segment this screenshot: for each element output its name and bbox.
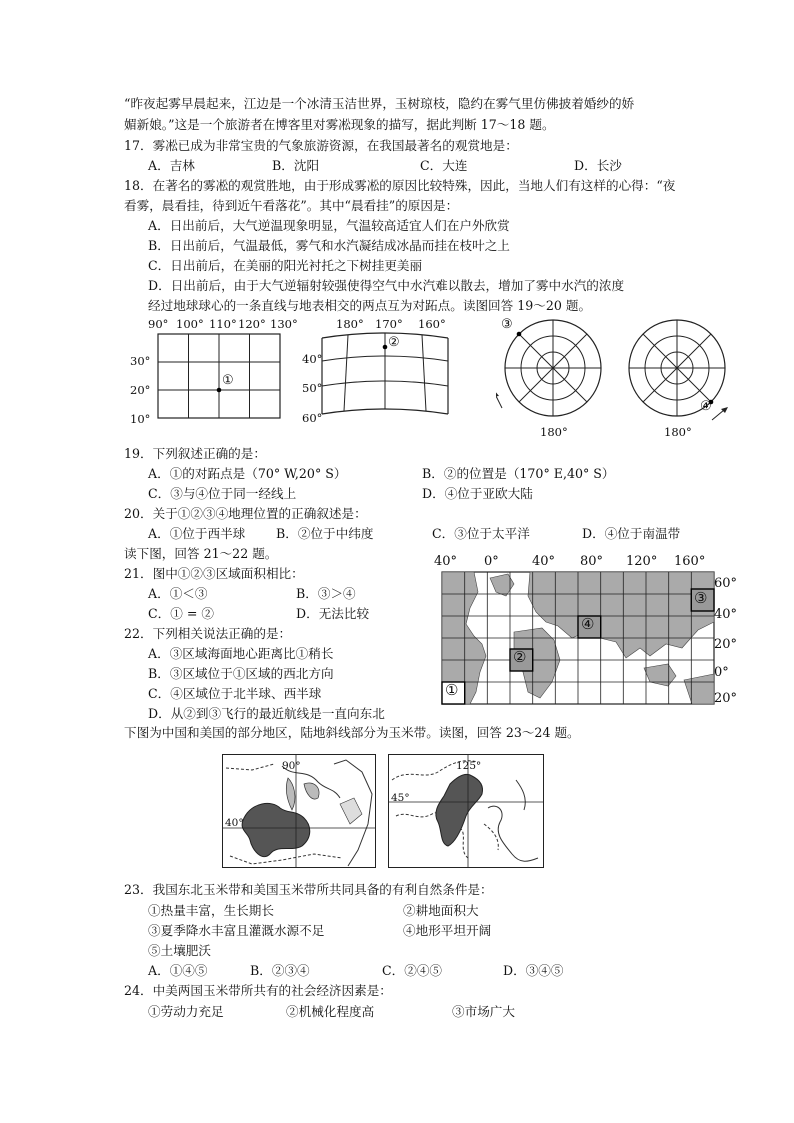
fig2-lat-50: 50° <box>302 381 323 395</box>
world-grid-map <box>430 552 750 708</box>
q24-item-3: ③市场广大 <box>452 1004 515 1019</box>
point-1-dot <box>217 388 222 393</box>
intro-23-24: 下图为中国和美国的部分地区，陆地斜线部分为玉米带。读图，回答 23～24 题。 <box>124 725 580 740</box>
fig3-polar-map <box>496 316 612 440</box>
fig2-lat-60: 60° <box>302 411 323 425</box>
q21-option-a[interactable]: A．①＜③ <box>148 586 208 601</box>
fig1-mark-1: ① <box>222 373 234 388</box>
q21-stem: 21．图中①②③区域面积相比： <box>124 566 304 581</box>
q23-item-3: ③夏季降水丰富且灌溉水源不足 <box>148 923 325 938</box>
q19-option-c[interactable]: C．③与④位于同一经线上 <box>148 486 297 501</box>
us-map-lat-40: 40° <box>225 817 244 829</box>
q23-option-a[interactable]: A．①④⑤ <box>148 963 208 978</box>
fig4-polar-map <box>620 316 736 440</box>
q24-item-1: ①劳动力充足 <box>148 1004 224 1019</box>
fig4-label-180: 180° <box>664 425 692 439</box>
fig1-lon-120: 120° <box>238 317 266 331</box>
q17-option-a[interactable]: A．吉林 <box>148 158 195 173</box>
q23-option-c[interactable]: C．②④⑤ <box>382 963 443 978</box>
china-corn-belt-map <box>388 754 544 868</box>
us-map-lon-90: 90° <box>282 760 301 772</box>
world-lon-40e: 40° <box>532 554 556 569</box>
q23-item-4: ④地形平坦开阔 <box>403 923 492 938</box>
q22-option-c[interactable]: C．④区域位于北半球、西半球 <box>148 686 322 701</box>
q20-stem: 20．关于①②③④地理位置的正确叙述是： <box>124 506 367 521</box>
q17-option-b[interactable]: B．沈阳 <box>272 158 320 173</box>
fig2-lat-40: 40° <box>302 352 323 366</box>
world-lon-40w: 40° <box>434 554 458 569</box>
fig1-lon-100: 100° <box>176 317 204 331</box>
world-lon-120e: 120° <box>626 554 658 569</box>
fig2-lon-170: 170° <box>375 317 403 331</box>
china-map-lon-125: 125° <box>456 760 482 772</box>
fig2-lon-160: 160° <box>418 317 446 331</box>
world-lon-80e: 80° <box>580 554 604 569</box>
fig1-lat-20: 20° <box>130 383 151 397</box>
world-mark-2: ② <box>513 648 527 666</box>
q22-option-a[interactable]: A．③区域海面地心距离比①稍长 <box>148 646 334 661</box>
china-map-lat-45: 45° <box>391 792 410 804</box>
fig2-mark-2: ② <box>388 335 400 350</box>
fig1-lon-130: 130° <box>270 317 298 331</box>
q21-option-b[interactable]: B．③＞④ <box>296 586 356 601</box>
q18-option-a[interactable]: A．日出前后，大气逆温现象明显，气温较高适宜人们在户外欣赏 <box>148 218 510 233</box>
q17-option-d[interactable]: D．长沙 <box>574 158 622 173</box>
q19-option-a[interactable]: A．①的对跖点是（70° W,20° S） <box>148 466 347 481</box>
fig3-label-180: 180° <box>540 425 568 439</box>
fig1-lat-10: 10° <box>130 412 151 426</box>
world-lat-40n: 40° <box>714 607 738 622</box>
q17-stem: 17．雾凇已成为非常宝贵的气象旅游资源，在我国最著名的观赏地是： <box>124 138 518 153</box>
world-lat-60n: 60° <box>714 576 738 591</box>
world-mark-1: ① <box>445 681 459 699</box>
q24-stem: 24．中美两国玉米带所共有的社会经济因素是： <box>124 983 392 998</box>
fig2-conic-map <box>300 316 460 434</box>
q23-option-d[interactable]: D．③④⑤ <box>503 963 564 978</box>
q19-stem: 19．下列叙述正确的是： <box>124 446 266 461</box>
world-mark-3: ③ <box>694 589 708 607</box>
q19-option-d[interactable]: D．④位于亚欧大陆 <box>422 486 533 501</box>
q20-option-d[interactable]: D．④位于南温带 <box>582 526 681 541</box>
q19-option-b[interactable]: B．②的位置是（170° E,40° S） <box>422 466 615 481</box>
intro-line-2: 媚新娘。”这是一个旅游者在博客里对雾凇现象的描写，据此判断 17～18 题。 <box>124 117 555 132</box>
q18-option-c[interactable]: C．日出前后，在美丽的阳光衬托之下树挂更美丽 <box>148 258 423 273</box>
q24-item-2: ②机械化程度高 <box>286 1004 375 1019</box>
q22-option-b[interactable]: B．③区域位于①区域的西北方向 <box>148 666 334 681</box>
point-2-dot <box>383 345 388 350</box>
world-lat-0: 0° <box>714 665 729 680</box>
q22-option-d[interactable]: D．从②到③飞行的最近航线是一直向东北 <box>148 706 385 721</box>
world-lon-160e: 160° <box>674 554 706 569</box>
point-3-dot <box>517 332 522 337</box>
q23-item-2: ②耕地面积大 <box>403 903 479 918</box>
us-corn-belt-map <box>222 754 376 868</box>
q23-item-1: ①热量丰富，生长期长 <box>148 903 274 918</box>
q23-option-b[interactable]: B．②③④ <box>250 963 310 978</box>
fig2-lon-180: 180° <box>336 317 364 331</box>
intro-line-1: “昨夜起雾早晨起来，江边是一个冰清玉洁世界，玉树琼枝，隐约在雾气里仿佛披着婚纱的娇 <box>124 96 635 111</box>
fig1-lon-90: 90° <box>148 317 169 331</box>
q23-stem: 23．我国东北玉米带和美国玉米带所共同具备的有利自然条件是： <box>124 882 493 897</box>
fig3-mark-3: ③ <box>501 317 513 332</box>
world-mark-4: ④ <box>581 615 595 633</box>
q18-option-d[interactable]: D．日出前后，由于大气逆辐射较强使得空气中水汽难以散去，增加了雾中水汽的浓度 <box>148 278 625 293</box>
q20-option-a[interactable]: A．①位于西半球 <box>148 526 246 541</box>
q21-option-d[interactable]: D．无法比较 <box>296 606 370 621</box>
q20-option-c[interactable]: C．③位于太平洋 <box>432 526 530 541</box>
fig4-mark-4: ④ <box>700 399 712 414</box>
fig1-lon-110: 110° <box>209 317 237 331</box>
world-lat-20s: 20° <box>714 691 738 706</box>
world-lat-20n: 20° <box>714 637 738 652</box>
q22-stem: 22．下列相关说法正确的是： <box>124 626 292 641</box>
intro-19-20: 经过地球球心的一条直线与地表相交的两点互为对跖点。读图回答 19～20 题。 <box>148 298 592 313</box>
q18-stem-1: 18．在著名的雾凇的观赏胜地，由于形成雾凇的原因比较特殊，因此，当地人们有这样的心得：“夜 <box>124 178 676 193</box>
q21-option-c[interactable]: C．① = ② <box>148 606 214 621</box>
q18-option-b[interactable]: B．日出前后，气温最低，雾气和水汽凝结成冰晶而挂在枝叶之上 <box>148 238 510 253</box>
fig1-grid-map <box>130 316 300 434</box>
world-lon-0: 0° <box>484 554 499 569</box>
q20-option-b[interactable]: B．②位于中纬度 <box>276 526 374 541</box>
q17-option-c[interactable]: C．大连 <box>420 158 468 173</box>
q18-stem-2: 看雾，晨看挂，待到近午看落花”。其中“晨看挂”的原因是： <box>124 198 459 213</box>
q23-item-5: ⑤土壤肥沃 <box>148 943 211 958</box>
intro-21-22: 读下图，回答 21～22 题。 <box>124 546 278 561</box>
fig1-lat-30: 30° <box>130 354 151 368</box>
